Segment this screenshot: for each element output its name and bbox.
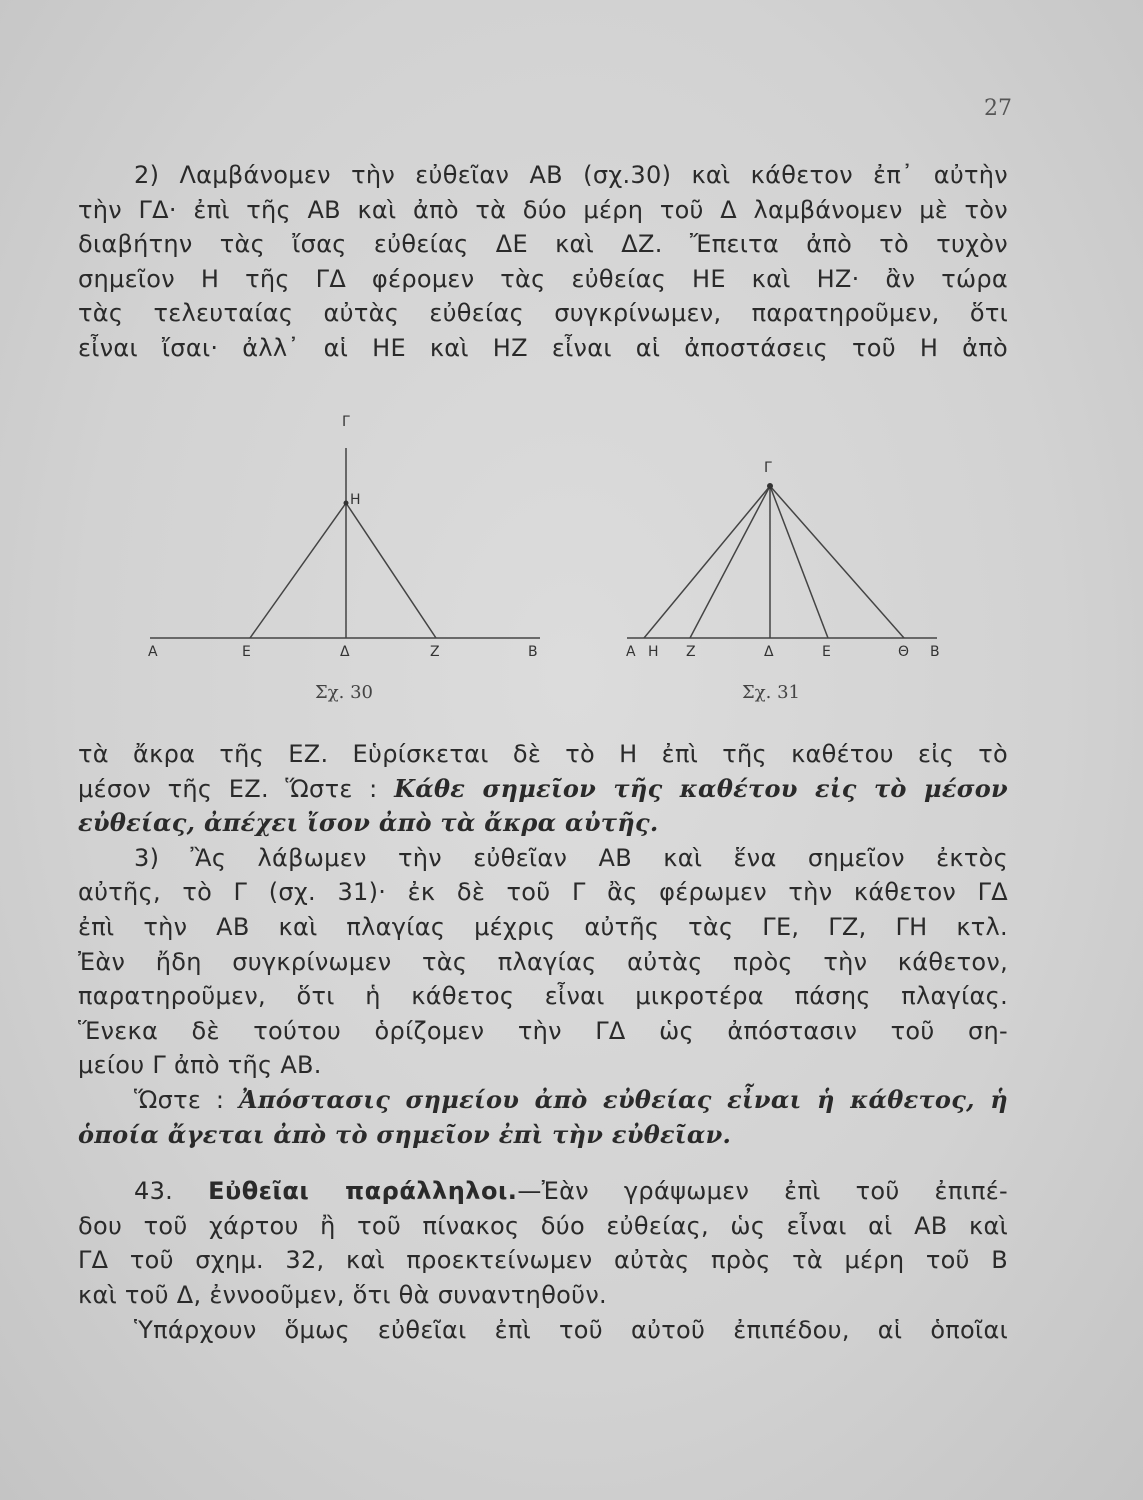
text-line: αὐτῆς, τὸ Γ (σχ. 31)· ἐκ δὲ τοῦ Γ ἂς φέρωμεν τὴν κάθετον ΓΔ — [78, 878, 1008, 907]
label-e: Ε — [822, 644, 831, 660]
theorem-text: ὁποία ἄγεται ἀπὸ τὸ σημεῖον ἐπὶ τὴν εὐθεῖαν. — [78, 1119, 732, 1149]
line-ge — [770, 486, 828, 638]
text-line: δου τοῦ χάρτου ἢ τοῦ πίνακος δύο εὐθείας, ὡς εἶναι αἱ ΑΒ καὶ — [78, 1211, 1008, 1240]
point-g — [767, 483, 773, 489]
theorem-line — [78, 772, 1008, 807]
text-line: ΓΔ τοῦ σχημ. 32, καὶ προεκτείνωμεν αὐτὰς πρὸς τὰ μέρη τοῦ Β — [78, 1246, 1008, 1275]
label-g: Γ — [764, 460, 772, 476]
text-line: ἐπὶ τὴν ΑΒ καὶ πλαγίας μέχρις αὐτῆς τὰς ΓΕ, ΓΖ, ΓΗ κτλ. — [78, 912, 1008, 941]
label-th: Θ — [898, 644, 910, 660]
text-line: σημεῖον Η τῆς ΓΔ φέρομεν τὰς εὐθείας ΗΕ καὶ ΗΖ· ἂν τώρα — [78, 264, 1008, 293]
text-line: μείου Γ ἀπὸ τῆς ΑΒ. — [78, 1051, 322, 1080]
text-span: Ὥστε : — [134, 1085, 239, 1114]
text-line: εἶναι ἴσαι· ἀλλ᾿ αἱ ΗΕ καὶ ΗΖ εἶναι αἱ ἀποστάσεις τοῦ Η ἀπὸ — [78, 333, 1008, 362]
text-line: 2) Λαμβάνομεν τὴν εὐθεῖαν ΑΒ (σχ.30) καὶ κάθετον ἐπ᾿ αὐτὴν — [134, 161, 1008, 189]
theorem-line — [78, 1118, 1008, 1153]
text-line: Ἐὰν ἤδη συγκρίνωμεν τὰς πλαγίας αὐτὰς πρὸς τὴν κάθετον, — [78, 947, 1008, 976]
label-a: Α — [626, 644, 636, 660]
label-z: Ζ — [686, 644, 696, 660]
text-line: καὶ τοῦ Δ, ἐννοοῦμεν, ὅτι θὰ συναντηθοῦν. — [78, 1280, 607, 1309]
label-h: Η — [648, 644, 659, 660]
line-gz — [690, 486, 770, 638]
figure-30-drawing — [130, 408, 560, 708]
figure-30 — [130, 408, 560, 712]
figure-31-drawing — [612, 408, 972, 708]
section-heading: Εὐθεῖαι παράλληλοι. — [208, 1177, 518, 1206]
label-g: Γ — [342, 414, 350, 430]
paragraph-2 — [78, 158, 1008, 366]
label-a: Α — [148, 644, 158, 660]
theorem-text: εὐθείας, ἀπέχει ἴσον ἀπὸ τὰ ἄκρα αὐτῆς. — [78, 808, 659, 838]
theorem-text: Κάθε σημεῖον τῆς καθέτου εἰς τὸ μέσον — [394, 773, 1008, 803]
section-43-first-line — [78, 1174, 1008, 1209]
text-span: μέσον τῆς ΕΖ. Ὥστε : — [78, 774, 395, 803]
page-number: 27 — [984, 96, 1012, 121]
text-line: τὰ ἄκρα τῆς ΕΖ. Εὑρίσκεται δὲ τὸ Η ἐπὶ τῆς καθέτου εἰς τὸ — [78, 740, 1008, 768]
point-h — [344, 501, 349, 506]
section-number: 43. — [134, 1177, 174, 1206]
label-b: Β — [528, 644, 538, 660]
line-hz — [346, 503, 436, 638]
text-line: διαβήτην τὰς ἴσας εὐθείας ΔΕ καὶ ΔΖ. Ἔπειτα ἀπὸ τὸ τυχὸν — [78, 230, 1008, 259]
line-gth — [770, 486, 904, 638]
theorem-line — [78, 806, 1008, 841]
label-h: Η — [350, 492, 361, 508]
figure-31 — [612, 408, 972, 712]
figure-30-caption: Σχ. 30 — [315, 682, 373, 703]
text-line: παρατηροῦμεν, ὅτι ἡ κάθετος εἶναι μικροτέρα πάσης πλαγίας. — [78, 982, 1008, 1011]
line-he — [250, 503, 346, 638]
label-d: Δ — [340, 644, 350, 660]
text-span: —Ἐὰν γράψωμεν ἐπὶ τοῦ ἐπιπέ- — [517, 1177, 1008, 1206]
figure-31-caption: Σχ. 31 — [742, 682, 800, 703]
text-line: Ὑπάρχουν ὅμως εὐθεῖαι ἐπὶ τοῦ αὐτοῦ ἐπιπέδου, αἱ ὁποῖαι — [134, 1315, 1008, 1344]
label-b: Β — [930, 644, 940, 660]
body-text-lower — [78, 737, 1008, 1347]
text-line: Ἕνεκα δὲ τούτου ὁρίζομεν τὴν ΓΔ ὡς ἀπόστασιν τοῦ ση- — [78, 1016, 1008, 1045]
text-line: 3) Ἂς λάβωμεν τὴν εὐθεῖαν ΑΒ καὶ ἕνα σημεῖον ἐκτὸς — [134, 843, 1008, 872]
label-d: Δ — [764, 644, 774, 660]
label-e: Ε — [242, 644, 251, 660]
text-line: τὰς τελευταίας αὐτὰς εὐθείας συγκρίνωμεν, παρατηροῦμεν, ὅτι — [78, 299, 1008, 328]
theorem-text: Ἀπόστασις σημείου ἀπὸ εὐθείας εἶναι ἡ κάθετος, ἡ — [238, 1084, 1008, 1114]
text-line: τὴν ΓΔ· ἐπὶ τῆς ΑΒ καὶ ἀπὸ τὰ δύο μέρη τοῦ Δ λαμβάνομεν μὲ τὸν — [78, 195, 1008, 224]
label-z: Ζ — [430, 644, 440, 660]
theorem-line — [78, 1083, 1008, 1118]
line-gh — [644, 486, 770, 638]
